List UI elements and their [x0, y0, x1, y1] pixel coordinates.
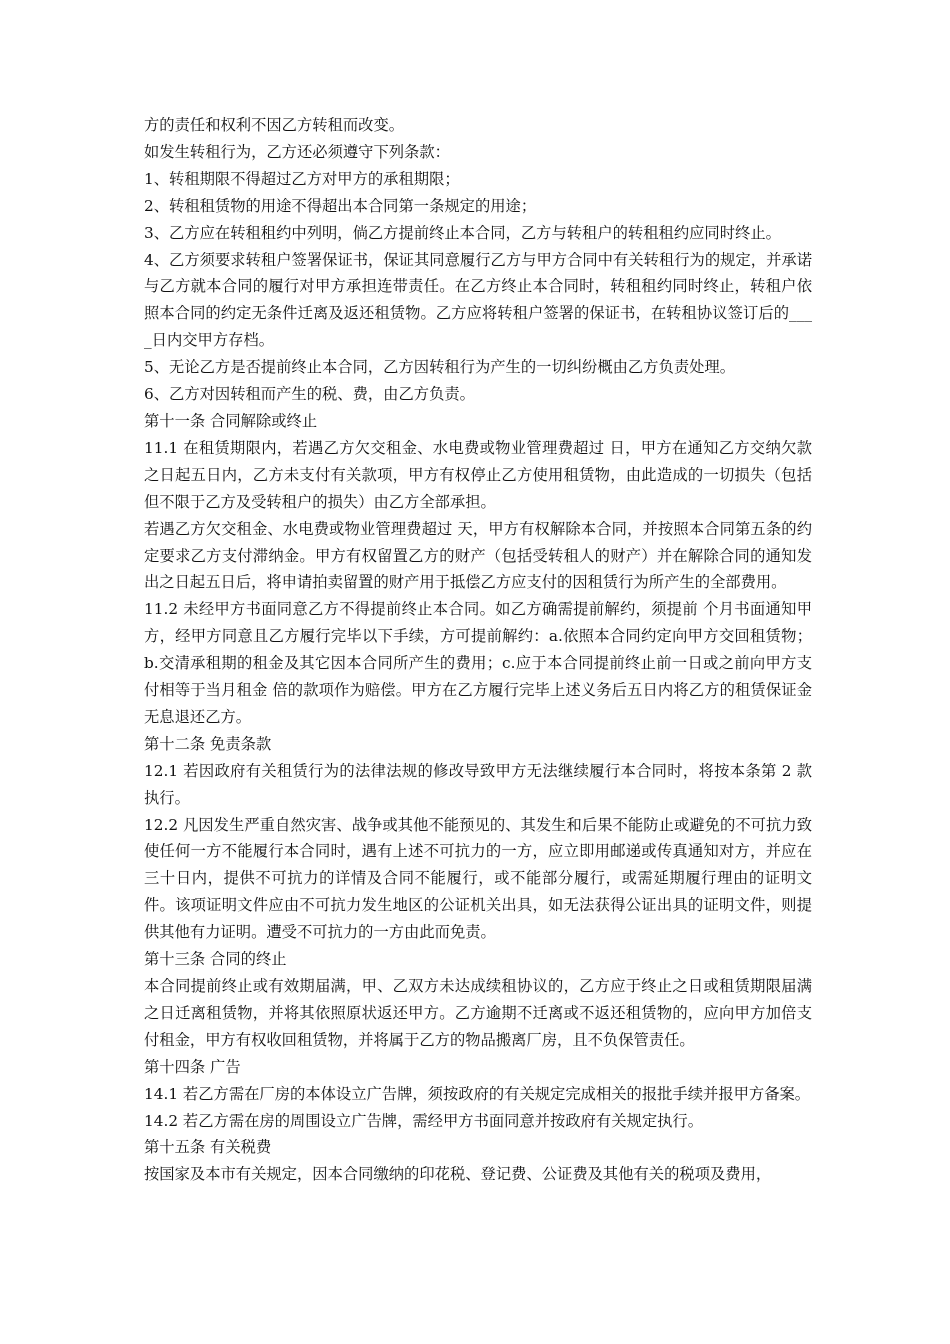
paragraph-sublease-responsibility: 方的责任和权利不因乙方转租而改变。: [144, 116, 405, 134]
paragraph-sublease-item-2: 2、转租租赁物的用途不得超出本合同第一条规定的用途；: [144, 196, 537, 215]
heading-article-14: 第十四条 广告: [144, 1057, 241, 1076]
paragraph-clause-11-2: 11.2 未经甲方书面同意乙方不得提前终止本合同。如乙方确需提前解约，须提前 个月书面通知甲方，经甲方同意且乙方履行完毕以下手续，方可提前解约：a.依照本合同约定向甲方交回租赁物；b.交清承租期的租金及其它因本合同所产生的费用；c.应于本合同提前终止前一日或之前向甲方支付相等于当月租金 倍的款项作为赔偿。甲方在乙方履行完毕上述义务后五日内将乙方的租赁保证金无息退还乙方。: [144, 600, 812, 726]
paragraph-clause-12-1: 12.1 若因政府有关租赁行为的法律法规的修改导致甲方无法继续履行本合同时，将按本条第 2 款执行。: [144, 761, 812, 807]
paragraph-sublease-item-5: 5、无论乙方是否提前终止本合同，乙方因转租行为产生的一切纠纷概由乙方负责处理。: [144, 358, 736, 377]
document-body: [144, 112, 812, 1188]
paragraph-clause-14-2: 14.2 若乙方需在房的周围设立广告牌，需经甲方书面同意并按政府有关规定执行。: [144, 1111, 704, 1130]
paragraph-sublease-item-3: 3、乙方应在转租租约中列明，倘乙方提前终止本合同，乙方与转租户的转租租约应同时终止。: [144, 223, 781, 242]
heading-article-12: 第十二条 免责条款: [144, 734, 272, 753]
paragraph-article-15: 按国家及本市有关规定，因本合同缴纳的印花税、登记费、公证费及其他有关的税项及费用，: [144, 1165, 772, 1184]
paragraph-sublease-conditions-intro: 如发生转租行为，乙方还必须遵守下列条款：: [144, 142, 450, 161]
heading-article-15: 第十五条 有关税费: [144, 1138, 272, 1157]
paragraph-article-13: 本合同提前终止或有效期届满，甲、乙双方未达成续租协议的，乙方应于终止之日或租赁期限届满之日迁离租赁物，并将其依照原状返还甲方。乙方逾期不迁离或不返还租赁物的，应向甲方加倍支付租金，甲方有权收回租赁物，并将属于乙方的物品搬离厂房，且不负保管责任。: [144, 977, 812, 1049]
paragraph-clause-14-1: 14.1 若乙方需在厂房的本体设立广告牌，须按政府的有关规定完成相关的报批手续并报甲方备案。: [144, 1084, 811, 1103]
heading-article-13: 第十三条 合同的终止: [144, 950, 287, 969]
heading-article-11: 第十一条 合同解除或终止: [144, 411, 318, 430]
paragraph-clause-12-2: 12.2 凡因发生严重自然灾害、战争或其他不能预见的、其发生和后果不能防止或避免的不可抗力致使任何一方不能履行本合同时，遇有上述不可抗力的一方，应立即用邮递或传真通知对方，并应在三十日内，提供不可抗力的详情及合同不能履行，或不能部分履行，或需延期履行理由的证明文件。该项证明文件应由不可抗力发生地区的公证机关出具，如无法获得公证出具的证明文件，则提供其他有力证明。遭受不可抗力的一方由此而免责。: [144, 815, 812, 942]
paragraph-sublease-item-1: 1、转租期限不得超过乙方对甲方的承租期限；: [144, 169, 460, 188]
paragraph-clause-11-1: 11.1 在租赁期限内，若遇乙方欠交租金、水电费或物业管理费超过 日，甲方在通知乙方交纳欠款之日起五日内，乙方未支付有关款项，甲方有权停止乙方使用租赁物，由此造成的一切损失（包括但不限于乙方及受转租户的损失）由乙方全部承担。: [144, 438, 812, 511]
paragraph-sublease-item-6: 6、乙方对因转租而产生的税、费，由乙方负责。: [144, 385, 475, 404]
paragraph-clause-11-1-termination: 若遇乙方欠交租金、水电费或物业管理费超过 天，甲方有权解除本合同，并按照本合同第五条的约定要求乙方支付滞纳金。甲方有权留置乙方的财产（包括受转租人的财产）并在解除合同的通知发出之日起五日后，将申请拍卖留置的财产用于抵偿乙方应支付的因租赁行为所产生的全部费用。: [144, 519, 812, 592]
paragraph-sublease-item-4: 4、乙方须要求转租户签署保证书，保证其同意履行乙方与甲方合同中有关转租行为的规定，并承诺与乙方就本合同的履行对甲方承担连带责任。在乙方终止本合同时，转租租约同时终止，转租户依照本合同的约定无条件迁离及返还租赁物。乙方应将转租户签署的保证书，在转租协议签订后的____日内交甲方存档。: [144, 250, 812, 350]
